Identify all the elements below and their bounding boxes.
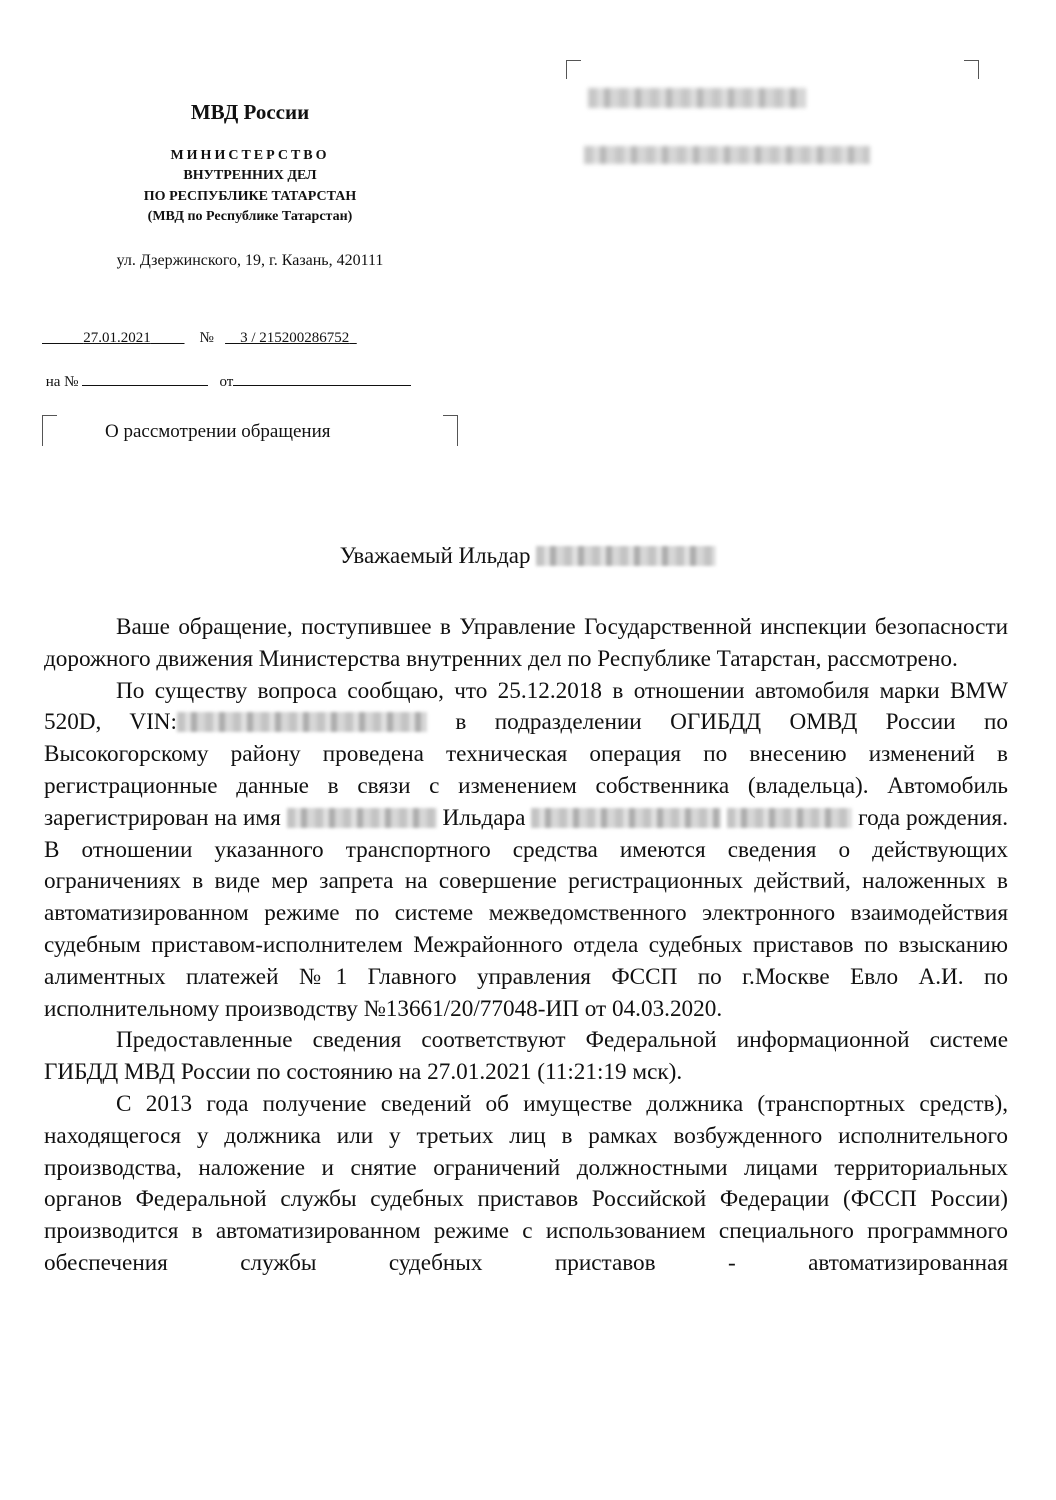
ministry-line-4: (МВД по Республике Татарстан) <box>147 209 353 224</box>
subject-title: О рассмотрении обращения <box>105 421 331 442</box>
ministry-line-2: ВНУТРЕННИХ ДЕЛ <box>183 168 317 183</box>
paragraph-1: Ваше обращение, поступившее в Управление Государственной инспекции безопасности дорожного движения Министерства внутренних дел по Республике Татарстан, рассмотрено. <box>44 614 1008 672</box>
addressee-corner-right <box>964 60 979 79</box>
owner-patronymic-redacted <box>531 808 721 828</box>
addressee-address-redacted <box>584 146 870 164</box>
surname-redacted <box>536 546 716 566</box>
subject-bracket-left <box>42 415 57 446</box>
paragraph-2: По существу вопроса сообщаю, что 25.12.2018 в отношении автомобиля марки BMW 520D, VIN: в подразделении ОГИБДД ОМВД России по Высокогорскому району проведена техническая операция по внесению изменений в регистрационные данные в связи с изменением собственника (владельца). Автомобиль зарегистрирован на имя Ильдара года рождения. В отношении указанного транспортного средства имеются сведения о действующих ограничениях в виде мер запрета на совершение регистрационных действий, наложенных в автоматизированном режиме по системе межведомственного электронного взаимодействия судебным приставом-исполнителем Межрайонного отдела судебных приставов по взысканию алиментных платежей №1 Главного управления ФССП по г.Москве Евло А.И. по исполнительному производству №13661/20/77048-ИП от 04.03.2020. <box>44 677 1008 1022</box>
greeting: Уважаемый Ильдар <box>0 543 1056 569</box>
letter-body <box>44 612 1008 1280</box>
org-address: ул. Дзержинского, 19, г. Казань, 420111 <box>116 252 384 269</box>
registration-line <box>42 330 357 347</box>
paragraph-4: С 2013 года получение сведений об имуществе должника (транспортных средств), находящегося у должника или у третьих лиц в рамках возбужденного исполнительного производства, наложение и снятие ограничений должностными лицами территориальных органов Федеральной службы судебных приставов Российской Федерации (ФССП России) производится в автоматизированном режиме с использованием специального программного обеспечения службы судебных приставов - автоматизированная <box>44 1090 1008 1276</box>
subject-bracket-right <box>443 415 458 446</box>
owner-surname-redacted <box>287 808 437 828</box>
ministry-line-1: МИНИСТЕРСТВО <box>170 148 330 163</box>
reg-number-sign: № <box>199 330 214 346</box>
reg-number: 3 / 215200286752 <box>240 330 350 346</box>
org-short-name: МВД России <box>190 100 310 124</box>
reply-to-line: на № от <box>42 373 411 391</box>
ministry-line-3: ПО РЕСПУБЛИКЕ ТАТАРСТАН <box>143 189 357 204</box>
reg-date: 27.01.2021 <box>83 330 151 346</box>
paragraph-3: Предоставленные сведения соответствуют Федеральной информационной системе ГИБДД МВД России по состоянию на 27.01.2021 (11:21:19 мск). <box>44 1027 1008 1086</box>
vin-redacted <box>177 712 427 732</box>
birthdate-redacted <box>727 808 852 828</box>
addressee-name-redacted <box>588 88 806 108</box>
addressee-corner-left <box>566 60 581 79</box>
